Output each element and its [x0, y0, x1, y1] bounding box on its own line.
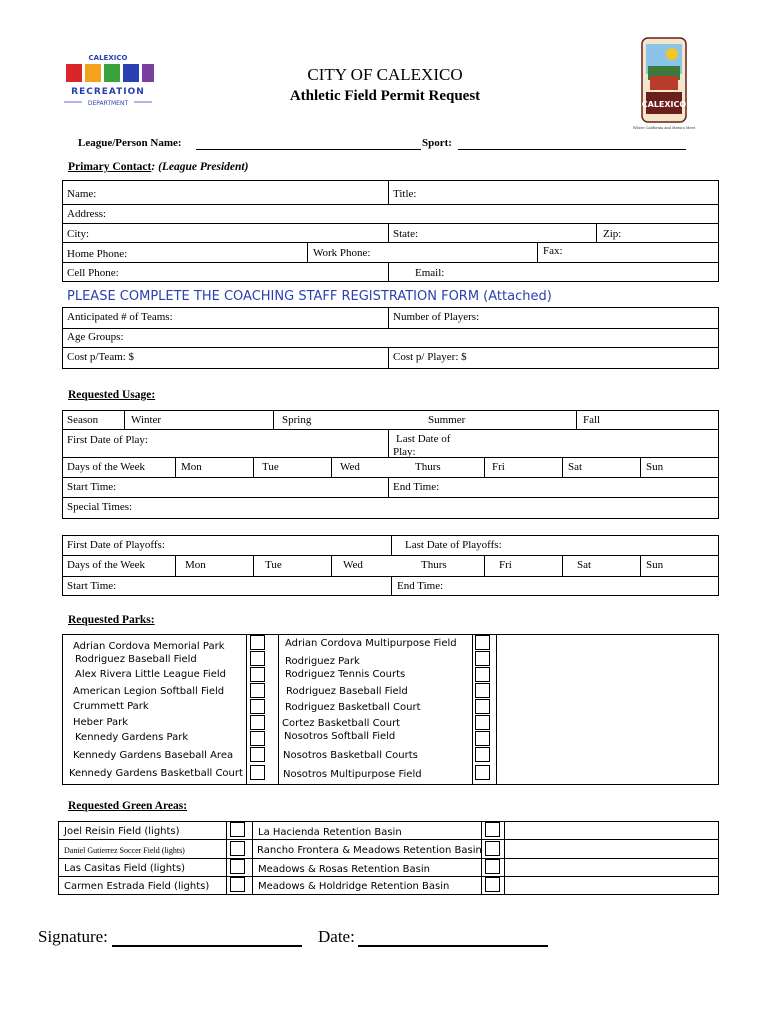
cost-team-field[interactable]: Cost p/Team: $: [67, 351, 135, 363]
signature-line[interactable]: [112, 945, 302, 947]
park-right-0: Adrian Cordova Multipurpose Field: [285, 638, 457, 649]
green-right-1: Rancho Frontera & Meadows Retention Basin: [257, 845, 482, 856]
park-right-checkbox-1[interactable]: [475, 651, 490, 666]
primary-contact-label: Primary Contact: [68, 161, 152, 173]
date-label: Date:: [318, 927, 355, 946]
cell-phone-field[interactable]: Cell Phone:: [67, 267, 119, 279]
season-fall[interactable]: Fall: [583, 414, 601, 426]
coaching-notice: PLEASE COMPLETE THE COACHING STAFF REGISTRATION FORM (Attached): [67, 289, 552, 304]
park-left-5: Heber Park: [73, 717, 129, 728]
park-left-6: Kennedy Gardens Park: [75, 732, 189, 743]
park-right-checkbox-5[interactable]: [475, 715, 490, 730]
signature-label: Signature:: [38, 927, 108, 946]
green-left-checkbox-0[interactable]: [230, 822, 245, 837]
green-right-checkbox-2[interactable]: [485, 859, 500, 874]
special-times-field[interactable]: Special Times:: [67, 501, 133, 513]
day-sun[interactable]: Sun: [646, 461, 664, 473]
park-left-checkbox-0[interactable]: [250, 635, 265, 650]
park-left-checkbox-2[interactable]: [250, 667, 265, 682]
email-field[interactable]: Email:: [415, 267, 445, 279]
first-date-play-field[interactable]: First Date of Play:: [67, 434, 148, 446]
park-right-5: Cortez Basketball Court: [282, 718, 401, 729]
park-right-checkbox-0[interactable]: [475, 635, 490, 650]
park-left-checkbox-1[interactable]: [250, 651, 265, 666]
green-left-3: Carmen Estrada Field (lights): [64, 881, 210, 892]
home-phone-field[interactable]: Home Phone:: [67, 248, 128, 260]
park-right-1: Rodriguez Park: [285, 656, 360, 667]
playoff-day-wed[interactable]: Wed: [343, 559, 363, 571]
park-left-1: Rodriguez Baseball Field: [75, 654, 197, 665]
last-date-play-field-2: Play:: [393, 446, 416, 458]
name-field[interactable]: Name:: [67, 188, 97, 200]
green-right-0: La Hacienda Retention Basin: [258, 827, 402, 838]
title-field[interactable]: Title:: [393, 188, 417, 200]
season-label: Season: [67, 414, 99, 426]
day-wed[interactable]: Wed: [340, 461, 360, 473]
playoff-day-mon[interactable]: Mon: [185, 559, 206, 571]
day-tue[interactable]: Tue: [262, 461, 279, 473]
num-players-field[interactable]: Number of Players:: [393, 311, 480, 323]
park-left-checkbox-6[interactable]: [250, 731, 265, 746]
park-left-checkbox-3[interactable]: [250, 683, 265, 698]
green-right-checkbox-1[interactable]: [485, 841, 500, 856]
logo-left-top: CALEXICO: [88, 54, 128, 62]
park-left-checkbox-4[interactable]: [250, 699, 265, 714]
park-left-3: American Legion Softball Field: [73, 686, 225, 697]
work-phone-field[interactable]: Work Phone:: [313, 247, 371, 259]
park-right-checkbox-8[interactable]: [475, 765, 490, 780]
park-right-checkbox-7[interactable]: [475, 747, 490, 762]
fax-field[interactable]: Fax:: [543, 245, 563, 257]
green-left-checkbox-2[interactable]: [230, 859, 245, 874]
day-mon[interactable]: Mon: [181, 461, 202, 473]
days-of-week-label: Days of the Week: [67, 461, 146, 473]
anticipated-teams-field[interactable]: Anticipated # of Teams:: [67, 311, 173, 323]
logo-left-bottom: DEPARTMENT: [87, 100, 129, 107]
city-field[interactable]: City:: [67, 228, 90, 240]
park-right-3: Rodriguez Baseball Field: [286, 686, 408, 697]
playoff-day-thurs[interactable]: Thurs: [421, 559, 447, 571]
park-right-checkbox-4[interactable]: [475, 699, 490, 714]
park-left-checkbox-8[interactable]: [250, 765, 265, 780]
age-groups-field[interactable]: Age Groups:: [67, 331, 124, 343]
green-right-2: Meadows & Rosas Retention Basin: [258, 864, 430, 875]
park-left-2: Alex Rivera Little League Field: [75, 669, 226, 680]
park-right-8: Nosotros Multipurpose Field: [283, 769, 422, 780]
city-seal-logo: [632, 36, 696, 132]
logo-right-motto: Where California and Mexico Meet: [632, 126, 696, 130]
start-time-field[interactable]: Start Time:: [67, 481, 117, 493]
green-left-checkbox-3[interactable]: [230, 877, 245, 892]
green-left-2: Las Casitas Field (lights): [64, 863, 186, 874]
park-right-4: Rodriguez Basketball Court: [285, 702, 421, 713]
playoff-day-tue[interactable]: Tue: [265, 559, 282, 571]
season-winter[interactable]: Winter: [131, 414, 162, 426]
usage-heading: Requested Usage:: [68, 389, 156, 401]
page-title: Athletic Field Permit Request: [289, 88, 481, 104]
primary-contact-heading: [68, 161, 248, 174]
logo-right-text: CALEXICO: [641, 100, 687, 109]
park-left-7: Kennedy Gardens Baseball Area: [73, 750, 234, 761]
day-sat[interactable]: Sat: [568, 461, 583, 473]
park-left-8: Kennedy Gardens Basketball Court: [69, 768, 243, 779]
sport-line[interactable]: [458, 149, 686, 150]
league-line[interactable]: [196, 149, 421, 150]
first-date-playoffs-field[interactable]: First Date of Playoffs:: [67, 539, 165, 551]
cost-player-field[interactable]: Cost p/ Player: $: [393, 351, 467, 363]
green-left-1: Daniel Gutierrez Soccer Field (lights): [64, 846, 185, 855]
park-right-7: Nosotros Basketball Courts: [283, 750, 418, 761]
park-left-checkbox-5[interactable]: [250, 715, 265, 730]
city-title: CITY OF CALEXICO: [307, 65, 463, 84]
season-summer[interactable]: Summer: [428, 414, 466, 426]
park-right-checkbox-6[interactable]: [475, 731, 490, 746]
park-left-4: Crummett Park: [73, 701, 149, 712]
playoff-start-time-field[interactable]: Start Time:: [67, 580, 117, 592]
green-right-3: Meadows & Holdridge Retention Basin: [258, 881, 450, 892]
sport-label: Sport:: [422, 137, 452, 149]
playoff-end-time-field[interactable]: End Time:: [397, 580, 444, 592]
playoff-day-sat[interactable]: Sat: [577, 559, 592, 571]
logo-left-mid: RECREATION: [71, 87, 145, 97]
green-left-checkbox-1[interactable]: [230, 841, 245, 856]
park-right-checkbox-3[interactable]: [475, 683, 490, 698]
state-field[interactable]: State:: [393, 228, 419, 240]
park-left-checkbox-7[interactable]: [250, 747, 265, 762]
park-right-6: Nosotros Softball Field: [284, 731, 396, 742]
season-spring[interactable]: Spring: [282, 414, 312, 426]
park-right-checkbox-2[interactable]: [475, 667, 490, 682]
last-date-play-field[interactable]: Last Date of: [396, 433, 451, 445]
date-line[interactable]: [358, 945, 548, 947]
league-label: League/Person Name:: [78, 137, 182, 149]
green-right-checkbox-3[interactable]: [485, 877, 500, 892]
green-heading: Requested Green Areas:: [68, 800, 188, 812]
park-left-0: Adrian Cordova Memorial Park: [73, 641, 225, 652]
zip-field[interactable]: Zip:: [603, 228, 622, 240]
playoff-day-sun[interactable]: Sun: [646, 559, 664, 571]
day-fri[interactable]: Fri: [492, 461, 505, 473]
green-left-0: Joel Reisin Field (lights): [64, 826, 180, 837]
primary-contact-sub: : (League President): [151, 161, 249, 173]
green-right-checkbox-0[interactable]: [485, 822, 500, 837]
last-date-playoffs-field[interactable]: Last Date of Playoffs:: [405, 539, 502, 551]
day-thurs[interactable]: Thurs: [415, 461, 441, 473]
parks-heading: Requested Parks:: [68, 614, 155, 626]
address-field[interactable]: Address:: [67, 208, 107, 220]
playoff-day-fri[interactable]: Fri: [499, 559, 512, 571]
park-right-2: Rodriguez Tennis Courts: [285, 669, 406, 680]
end-time-field[interactable]: End Time:: [393, 481, 440, 493]
playoff-days-label: Days of the Week: [67, 559, 146, 571]
